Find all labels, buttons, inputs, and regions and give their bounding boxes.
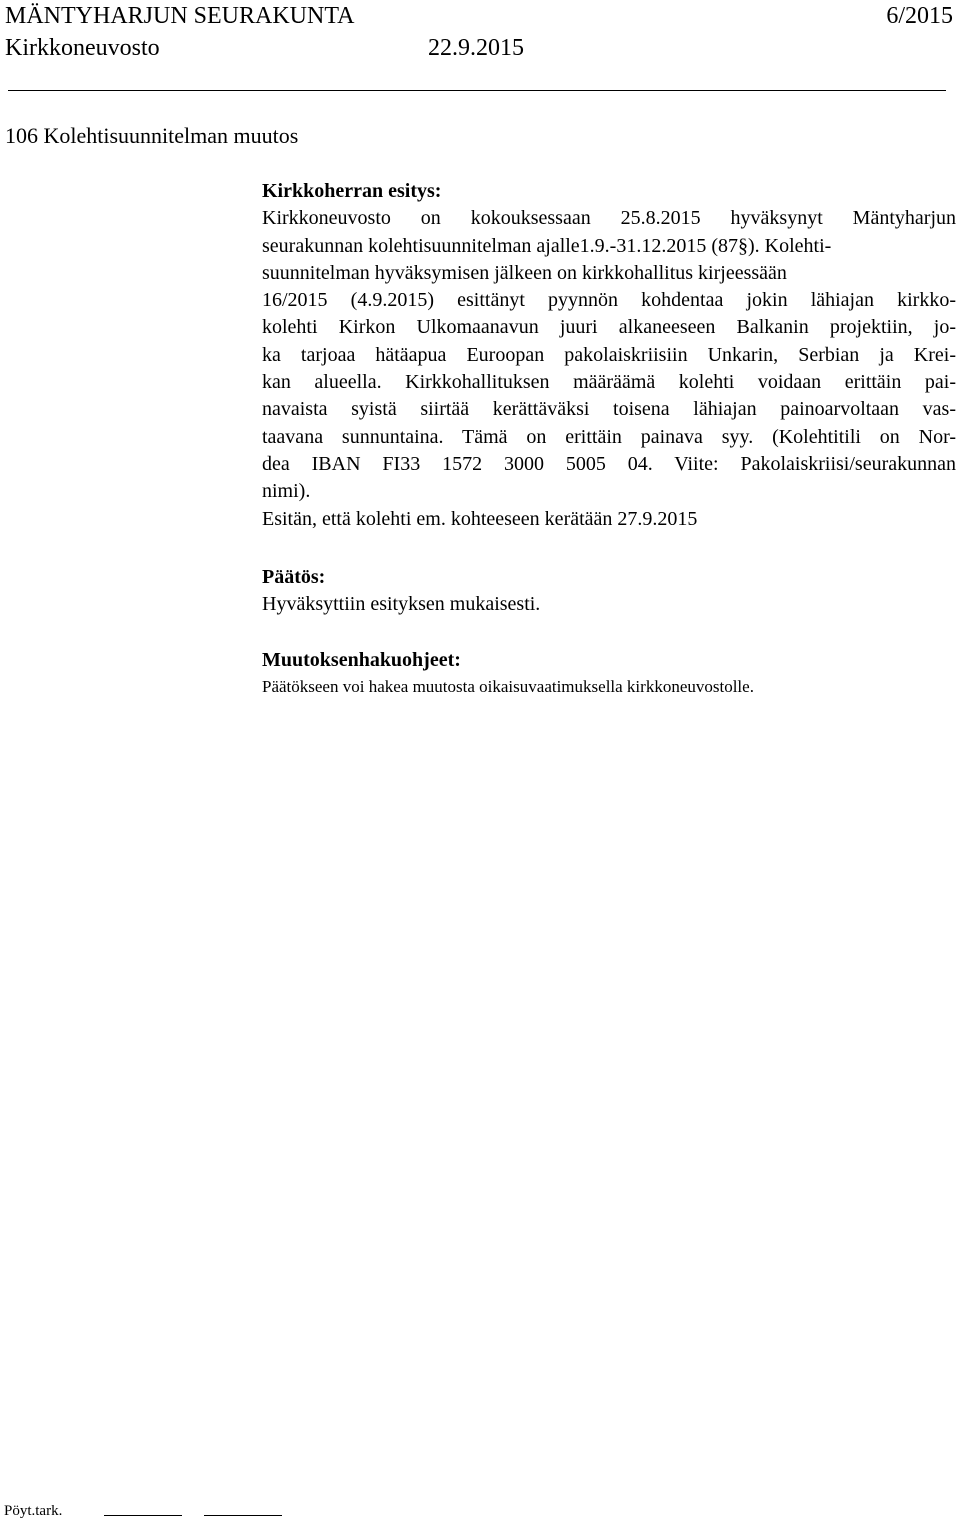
proposal-heading: Kirkkoherran esitys: xyxy=(262,180,442,202)
header-divider xyxy=(8,90,946,91)
proposal-line: Kirkkoneuvosto on kokouksessaan 25.8.2015 hyväksynyt Mäntyharjun xyxy=(262,207,956,230)
proposal-line: navaista syistä siirtää kerättäväksi toisena lähiajan painoarvoltaan vas- xyxy=(262,398,956,421)
document-number: 6/2015 xyxy=(886,3,953,29)
proposal-line: seurakunnan kolehtisuunnitelman ajalle1.9.-31.12.2015 (87§). Kolehti- xyxy=(262,234,832,257)
proposal-line: ka tarjoaa hätäapua Euroopan pakolaiskriisiin Unkarin, Serbian ja Krei- xyxy=(262,343,956,366)
proposal-block xyxy=(262,178,956,533)
footer-label: Pöyt.tark. xyxy=(4,1503,63,1519)
proposal-text xyxy=(262,205,956,533)
proposal-line: suunnitelman hyväksymisen jälkeen on kirkkohallitus kirjeessään xyxy=(262,261,787,284)
meeting-body: Kirkkoneuvosto xyxy=(5,35,160,61)
proposal-line: kan alueella. Kirkkohallituksen määräämä kolehti voidaan erittäin pai- xyxy=(262,371,956,394)
header-row-1 xyxy=(5,2,953,30)
meeting-date: 22.9.2015 xyxy=(428,35,524,61)
signature-line xyxy=(104,1515,182,1516)
proposal-line: Esitän, että kolehti em. kohteeseen kerätään 27.9.2015 xyxy=(262,507,698,530)
organization-name: MÄNTYHARJUN SEURAKUNTA xyxy=(5,3,355,29)
header-row-2 xyxy=(5,34,953,62)
proposal-line: nimi). xyxy=(262,480,311,503)
proposal-line: 16/2015 (4.9.2015) esittänyt pyynnön kohdentaa jokin lähiajan kirkko- xyxy=(262,289,956,312)
decision-block xyxy=(262,564,956,619)
appeal-heading: Muutoksenhakuohjeet: xyxy=(262,649,461,671)
proposal-line: kolehti Kirkon Ulkomaanavun juuri alkaneeseen Balkanin projektiin, jo- xyxy=(262,316,956,339)
decision-heading: Päätös: xyxy=(262,566,326,588)
appeal-block xyxy=(262,647,956,698)
appeal-text: Päätökseen voi hakea muutosta oikaisuvaatimuksella kirkkoneuvostolle. xyxy=(262,677,754,697)
signature-line xyxy=(204,1515,282,1516)
decision-text: Hyväksyttiin esityksen mukaisesti. xyxy=(262,593,541,616)
proposal-line: taavana sunnuntaina. Tämä on erittäin painava syy. (Kolehtitili on Nor- xyxy=(262,425,956,448)
proposal-line: dea IBAN FI33 1572 3000 5005 04. Viite: Pakolaiskriisi/seurakunnan xyxy=(262,452,956,475)
section-title: 106 Kolehtisuunnitelman muutos xyxy=(5,123,299,148)
